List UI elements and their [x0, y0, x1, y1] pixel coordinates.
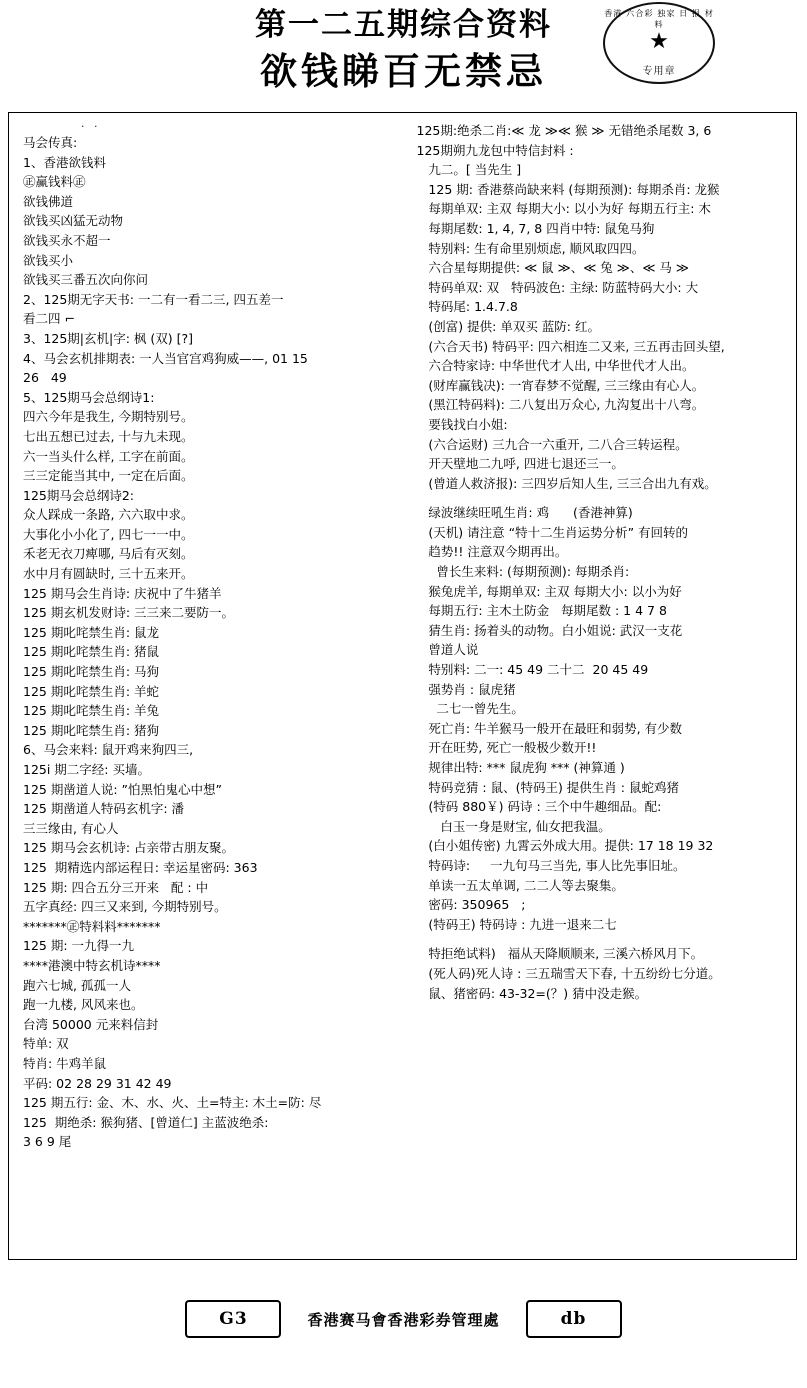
text-line: 马会传真: [23, 135, 78, 150]
text-line: 六合星每期提供: ≪ 鼠 ≫、≪ 兔 ≫、≪ 马 ≫ [416, 260, 689, 276]
text-line: 125 期叱咤禁生肖: 羊蛇 [23, 683, 160, 699]
text-line: 125 期绝杀: 猴狗猪、[曾道仁] 主蓝波绝杀: [23, 1114, 269, 1130]
text-line: 特别料: 二一: 45 49 二十二 20 45 49 [416, 662, 649, 678]
text-line: 特拒绝试料) 福从天降顺顺来, 三溪六桥风月下。 [416, 946, 704, 962]
text-line: 125i 期二字经: 买墙。 [23, 762, 150, 777]
right-column [403, 121, 791, 1255]
text-line [417, 493, 785, 503]
right-column-lines [417, 121, 785, 1003]
text-line: 每期单双: 主双 每期大小: 以小为好 每期五行主: 木 [416, 201, 711, 217]
text-line: 强势肖 : 鼠虎猪 [416, 681, 516, 697]
text-line: 曾长生来料: (每期预测): 每期杀肖: [416, 564, 630, 580]
text-line: 看二四 ⌐ [23, 311, 75, 327]
text-line: 125期:绝杀二肖:≪ 龙 ≫≪ 猴 ≫ 无错绝杀尾数 3, 6 [416, 123, 712, 138]
text-line: 绿波继续旺吼生肖: 鸡 (香港神算) [416, 505, 633, 521]
text-line: 125 期精选内部运程日: 幸运星密码: 363 [23, 859, 258, 875]
text-line: 六一当头什么样, 工字在前面。 [23, 448, 194, 464]
text-line: (死人码)死人诗 : 三五瑞雪天下春, 十五纷纷七分道。 [416, 965, 721, 981]
text-line: 欲钱买三番五次向你问 [23, 272, 149, 288]
text-line: (天机) 请注意 “特十二生肖运势分析” 有回转的 [416, 524, 689, 540]
text-line: ****港澳中特玄机诗**** [23, 957, 161, 973]
text-line: 六合特家诗: 中华世代才人出, 中华世代才人出。 [416, 358, 695, 374]
text-line: 125 期五行: 金、木、水、火、土=特主: 木土=防: 尽 [23, 1095, 322, 1111]
text-line: 1、香港欲钱料 [23, 154, 106, 170]
star-icon: ★ [649, 29, 669, 54]
text-line: 大事化小小化了, 四七一一中。 [23, 526, 194, 542]
left-column-lines [23, 133, 397, 1152]
text-line: 125 期马会玄机诗: 占亲带古朋友聚。 [23, 840, 235, 856]
stamp-arc-text: 香港 六合彩 独家 日 报 材 料 [604, 9, 714, 29]
footer-text: 香港赛马會香港彩券管理處 [307, 1310, 500, 1329]
text-line: (特码 880￥) 码诗 : 三个中牛趣细品。配: [416, 799, 662, 815]
jockey-club-logo-left: G3 [185, 1300, 281, 1338]
text-line: 单读一五太单调, 二二人等去聚集。 [416, 877, 624, 893]
text-line: 125 期马会生肖诗: 庆祝中了牛猪羊 [23, 585, 222, 601]
text-line: 欲钱买凶猛无动物 [23, 213, 124, 229]
text-line: (白小姐传密) 九霄云外成大用。提供: 17 18 19 32 [416, 838, 714, 854]
text-line: 跑六七城, 孤孤一人 [23, 977, 131, 993]
text-line: 125 期叱咤禁生肖: 猪鼠 [23, 644, 160, 660]
text-line: 26 49 [23, 370, 67, 386]
text-line: 特码尾: 1.4.7.8 [416, 299, 518, 315]
text-line: 6、马会来料: 鼠开鸡来狗四三, [23, 742, 194, 758]
text-line: 125 期叱咤禁生肖: 马狗 [23, 664, 160, 680]
text-line: (特码王) 特码诗 : 九进一退来二七 [416, 916, 617, 932]
text-line: (六合运财) 三九合一六重开, 二八合三转运程。 [416, 436, 688, 452]
text-line [417, 934, 785, 944]
text-line: 跑一九楼, 风风来也。 [23, 997, 144, 1013]
text-line: 猜生肖: 扬着头的动物。白小姐说: 武汉一支花 [416, 622, 683, 638]
text-line: 2、125期无字天书: 一二有一看二三, 四五差一 [23, 291, 284, 307]
text-line: 禾老无衣刀痺哪, 马后有灭刻。 [23, 546, 194, 562]
text-line: 趋势!! 注意双今期再出。 [416, 544, 568, 560]
jockey-club-logo-right: db [526, 1300, 622, 1338]
text-line: 125 期叱咤禁生肖: 鼠龙 [23, 624, 160, 640]
text-line: 欲钱佛道 [23, 193, 74, 209]
text-line: 特肖: 牛鸡羊鼠 [23, 1055, 107, 1071]
text-line: (曾道人救济报): 三四岁后知人生, 三三合出九有戏。 [416, 475, 717, 491]
text-line: 特码竞猜 : 鼠、(特码王) 提供生肖 : 鼠蛇鸡猪 [416, 779, 679, 795]
text-line: 欲钱买小 [23, 252, 74, 268]
text-line: 4、马会玄机排期表: 一人当官宫鸡狗威——, 01 15 [23, 350, 308, 366]
text-line: 3 6 9 尾 [23, 1134, 72, 1150]
stamp-bottom-text: 专用章 [642, 66, 676, 77]
text-line: 四六今年是我生, 今期特别号。 [23, 409, 194, 425]
text-line: 125期朔九龙包中特信封料 : [416, 142, 574, 158]
text-line: 特别料: 生有命里别烦虑, 顺风取四四。 [416, 240, 645, 256]
text-line: 平码: 02 28 29 31 42 49 [23, 1075, 172, 1091]
text-line: 125 期: 一九得一九 [23, 938, 135, 954]
official-stamp [603, 2, 715, 84]
text-line: (财库赢钱决): 一宵春梦不觉醒, 三三缘由有心人。 [416, 377, 705, 393]
page-subtitle: 欲钱睇百无禁忌 [260, 50, 547, 93]
page-title: 第一二五期综合资料 [255, 7, 552, 43]
text-line: (黑江特码料): 二八复出万众心, 九沟复出十八弯。 [416, 397, 705, 413]
text-line: 特单: 双 [23, 1036, 69, 1052]
text-line: 125 期叱咤禁生肖: 羊兔 [23, 703, 160, 719]
text-line: 三三缘由, 有心人 [23, 820, 119, 836]
text-line: 要钱找白小姐: [416, 416, 508, 432]
text-line: 规律出特: *** 鼠虎狗 *** (神算通 ) [416, 760, 625, 775]
text-line: 5、125期马会总纲诗1: [23, 389, 155, 405]
text-line: 每期尾数: 1, 4, 7, 8 四肖中特: 鼠兔马狗 [416, 220, 655, 236]
text-line: 开在旺势, 死亡一般极少数开!! [416, 740, 597, 756]
text-line: 曾道人说 [416, 642, 479, 658]
text-line: 125 期叱咤禁生肖: 猪狗 [23, 722, 160, 738]
text-line: (创富) 提供: 单双买 蓝防: 红。 [416, 318, 600, 334]
text-line: 欲钱买永不超一 [23, 232, 111, 248]
text-line: 白玉一身是财宝, 仙女把我温。 [416, 818, 611, 834]
page-footer [0, 1300, 807, 1338]
text-line: 125期马会总纲诗2: [23, 487, 135, 503]
text-line: 特码诗: 一九句马三当先, 事人比先事旧址。 [416, 857, 686, 873]
text-line: 七出五想已过去, 十与九未现。 [23, 428, 194, 444]
text-line: 水中月有圆缺时, 三十五来开。 [23, 566, 194, 582]
text-line: 猴兔虎羊, 每期单双: 主双 每期大小: 以小为好 [416, 583, 682, 599]
text-line: 开天壁地二九呼, 四进七退还三一。 [416, 456, 624, 472]
left-column [15, 121, 403, 1255]
text-line: 九二。[ 当先生 ] [416, 162, 522, 178]
text-line: 三三定能当其中, 一定在后面。 [23, 468, 194, 484]
text-line: 125 期凿道人说: ”怕黑怕鬼心中想” [23, 781, 222, 797]
page-header [0, 0, 807, 118]
text-line: 每期五行: 主木土防金 每期尾数 : 1 4 7 8 [416, 603, 667, 619]
text-line: 死亡肖: 牛羊猴马一般开在最旺和弱势, 有少数 [416, 720, 683, 736]
text-line: (六合天书) 特码平: 四六相连二又来, 三五再击回头望, [416, 338, 725, 354]
text-line: 众人踩成一条路, 六六取中求。 [23, 507, 194, 523]
text-line: 鼠、猪密码: 43-32=(？) 猜中没走猴。 [416, 985, 648, 1001]
text-line: 125 期: 四合五分三开来 配 : 中 [23, 879, 209, 895]
text-line: 3、125期|玄机|字: 枫 (双) [?] [23, 330, 194, 346]
text-line: *******㊣特料料******* [23, 918, 161, 934]
text-line: 125 期玄机发财诗: 三三来二要防一。 [23, 605, 235, 621]
text-line: 125 期凿道人特码玄机字: 潘 [23, 801, 185, 817]
left-column-dots: · · [81, 120, 101, 133]
text-line: 密码: 350965 ; [416, 897, 526, 913]
text-line: ㊣赢钱料㊣ [23, 174, 86, 190]
text-line: 125 期: 香港蔡尚缺来料 (每期预测): 每期杀肖: 龙猴 [416, 181, 720, 197]
text-line: 二七一曾先生。 [416, 701, 524, 717]
text-line: 特码单双: 双 特码波色: 主绿: 防蓝特码大小: 大 [416, 279, 699, 295]
two-column-layout [9, 113, 796, 1259]
content-frame [8, 112, 797, 1260]
text-line: 台湾 50000 元来料信封 [23, 1016, 159, 1032]
text-line: 五字真经: 四三又来到, 今期特别号。 [23, 899, 227, 915]
